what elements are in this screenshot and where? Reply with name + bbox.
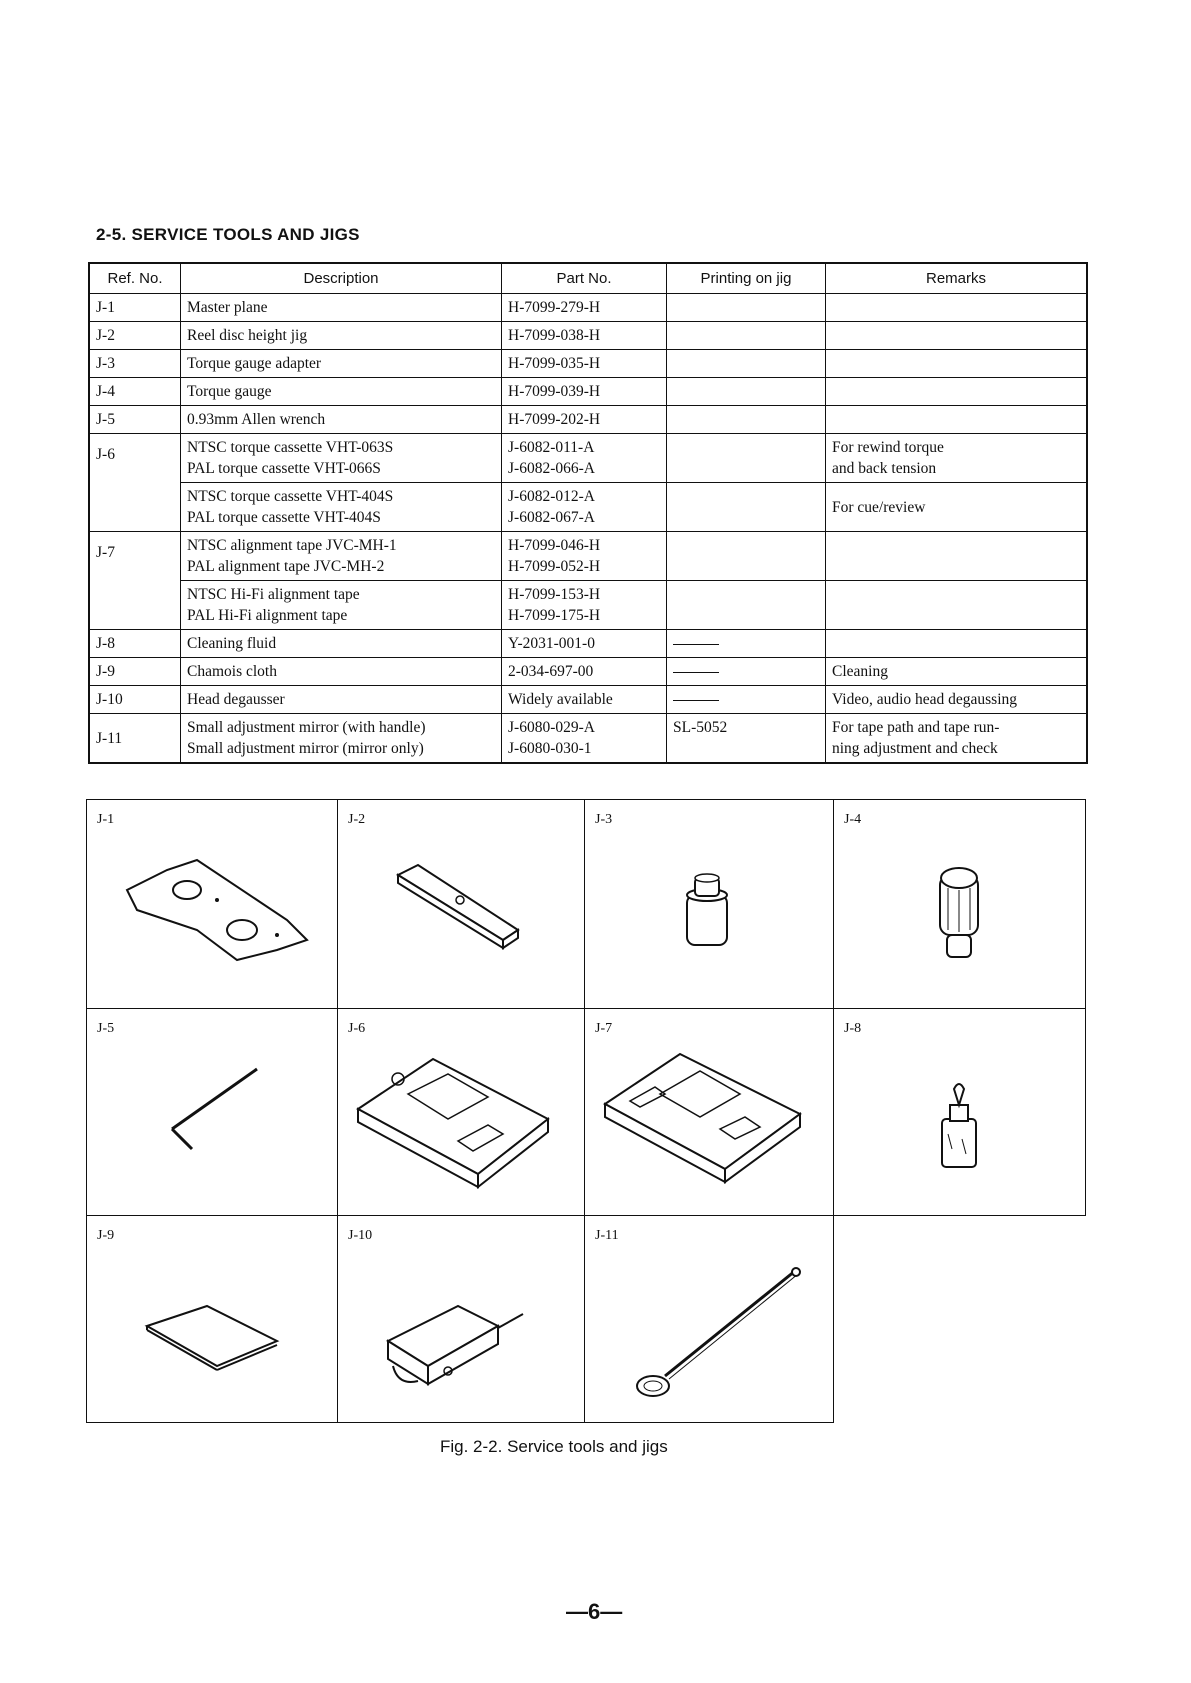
remarks-cell (826, 630, 1088, 658)
part-no-cell: H-7099-202-H (502, 406, 667, 434)
description-cell (181, 532, 502, 581)
master-plane-drawing (87, 800, 337, 1008)
figure-cell-j9 (86, 1215, 338, 1423)
ref-cell: J-5 (89, 406, 181, 434)
printing-cell: SL-5052 (667, 714, 826, 764)
description-cell: 0.93mm Allen wrench (181, 406, 502, 434)
figure-label: J-6 (348, 1021, 366, 1036)
description-cell: Chamois cloth (181, 658, 502, 686)
table-row (89, 434, 1087, 483)
part-no-line: H-7099-153-H (508, 586, 601, 603)
figure-label: J-1 (97, 812, 115, 827)
remarks-cell (826, 532, 1088, 581)
remarks-line: For rewind torque (832, 439, 944, 456)
part-no-cell: H-7099-039-H (502, 378, 667, 406)
section-heading: 2-5. SERVICE TOOLS AND JIGS (96, 225, 360, 244)
figure-cell-j8 (833, 1008, 1086, 1216)
description-cell: Master plane (181, 294, 502, 322)
figure-cell-j1 (86, 799, 338, 1009)
remarks-cell (826, 714, 1088, 764)
figure-cell-j4 (833, 799, 1086, 1009)
part-no-cell (502, 581, 667, 630)
description-cell: Head degausser (181, 686, 502, 714)
torque-cassette-drawing (338, 1009, 584, 1215)
dash-mark (673, 672, 719, 673)
figure-cell-j7 (584, 1008, 834, 1216)
figure-label: J-5 (97, 1021, 115, 1036)
header-remarks: Remarks (826, 263, 1088, 294)
printing-cell (667, 434, 826, 483)
remarks-cell: For cue/review (826, 483, 1088, 532)
description-cell: Cleaning fluid (181, 630, 502, 658)
part-no-line: J-6080-030-1 (508, 740, 592, 757)
description-line: NTSC torque cassette VHT-404S (187, 488, 394, 505)
part-no-cell: H-7099-035-H (502, 350, 667, 378)
remarks-cell (826, 350, 1088, 378)
table-row (89, 322, 1087, 350)
description-line: NTSC Hi-Fi alignment tape (187, 586, 360, 603)
remarks-cell: Video, audio head degaussing (826, 686, 1088, 714)
service-tools-table (88, 262, 1088, 764)
table-row (89, 483, 1087, 532)
description-line: Small adjustment mirror (mirror only) (187, 740, 424, 757)
page-number: —6— (566, 1599, 623, 1624)
ref-cell: J-10 (89, 686, 181, 714)
remarks-cell: Cleaning (826, 658, 1088, 686)
header-printing-on-jig: Printing on jig (667, 263, 826, 294)
part-no-cell: H-7099-279-H (502, 294, 667, 322)
description-line: PAL Hi-Fi alignment tape (187, 607, 348, 624)
table-header-row (89, 263, 1087, 294)
header-ref-no: Ref. No. (89, 263, 181, 294)
printing-cell (667, 630, 826, 658)
allen-wrench-drawing (87, 1009, 337, 1215)
part-no-line: H-7099-052-H (508, 558, 601, 575)
description-cell (181, 434, 502, 483)
description-cell: Torque gauge (181, 378, 502, 406)
remarks-cell (826, 378, 1088, 406)
figure-label: J-4 (844, 812, 862, 827)
description-cell (181, 483, 502, 532)
ref-cell: J-6 (89, 434, 181, 532)
remarks-cell (826, 322, 1088, 350)
printing-cell (667, 483, 826, 532)
table-row (89, 406, 1087, 434)
reel-disc-height-jig-drawing (338, 800, 584, 1008)
figure-label: J-2 (348, 812, 366, 827)
printing-cell (667, 378, 826, 406)
figure-label: J-10 (348, 1228, 373, 1243)
printing-cell (667, 532, 826, 581)
description-cell (181, 714, 502, 764)
ref-cell: J-3 (89, 350, 181, 378)
header-description: Description (181, 263, 502, 294)
figure-cell-j11 (584, 1215, 834, 1423)
part-no-cell (502, 714, 667, 764)
description-line: PAL torque cassette VHT-404S (187, 509, 381, 526)
alignment-tape-drawing (585, 1009, 833, 1215)
figure-caption: Fig. 2-2. Service tools and jigs (440, 1437, 668, 1456)
remarks-line: For tape path and tape run- (832, 719, 1000, 736)
part-no-cell (502, 532, 667, 581)
description-cell (181, 581, 502, 630)
torque-gauge-adapter-drawing (585, 800, 833, 1008)
dash-mark (673, 700, 719, 701)
part-no-cell: Widely available (502, 686, 667, 714)
part-no-cell: Y-2031-001-0 (502, 630, 667, 658)
part-no-line: H-7099-046-H (508, 537, 601, 554)
part-no-line: J-6082-011-A (508, 439, 595, 456)
remarks-line: and back tension (832, 460, 937, 477)
part-no-cell (502, 483, 667, 532)
description-cell: Torque gauge adapter (181, 350, 502, 378)
ref-cell: J-9 (89, 658, 181, 686)
ref-cell: J-2 (89, 322, 181, 350)
part-no-cell (502, 434, 667, 483)
table-row (89, 378, 1087, 406)
figure-label: J-3 (595, 812, 613, 827)
ref-cell: J-1 (89, 294, 181, 322)
head-degausser-drawing (338, 1216, 584, 1422)
part-no-line: J-6082-012-A (508, 488, 595, 505)
remarks-cell (826, 581, 1088, 630)
ref-cell: J-7 (89, 532, 181, 630)
figure-cell-j2 (337, 799, 585, 1009)
description-line: NTSC alignment tape JVC-MH-1 (187, 537, 397, 554)
figure-cell-j5 (86, 1008, 338, 1216)
remarks-line: ning adjustment and check (832, 740, 998, 757)
description-line: Small adjustment mirror (with handle) (187, 719, 426, 736)
cleaning-fluid-drawing (834, 1009, 1085, 1215)
remarks-cell (826, 434, 1088, 483)
adjustment-mirror-drawing (585, 1216, 833, 1422)
printing-cell (667, 322, 826, 350)
tools-illustration-grid (86, 799, 1086, 1423)
table-row (89, 350, 1087, 378)
table-row (89, 581, 1087, 630)
torque-gauge-drawing (834, 800, 1085, 1008)
figure-cell-j6 (337, 1008, 585, 1216)
description-cell: Reel disc height jig (181, 322, 502, 350)
table-row (89, 714, 1087, 764)
description-line: PAL alignment tape JVC-MH-2 (187, 558, 385, 575)
figure-label: J-8 (844, 1021, 862, 1036)
figure-cell-j10 (337, 1215, 585, 1423)
printing-cell (667, 658, 826, 686)
printing-cell (667, 294, 826, 322)
description-line: PAL torque cassette VHT-066S (187, 460, 381, 477)
chamois-cloth-drawing (87, 1216, 337, 1422)
table-row (89, 630, 1087, 658)
part-no-line: J-6082-066-A (508, 460, 595, 477)
figure-label: J-11 (595, 1228, 619, 1243)
header-part-no: Part No. (502, 263, 667, 294)
printing-cell (667, 406, 826, 434)
ref-cell: J-11 (89, 714, 181, 764)
table-row (89, 294, 1087, 322)
part-no-line: H-7099-175-H (508, 607, 601, 624)
table-row (89, 658, 1087, 686)
table-row (89, 686, 1087, 714)
dash-mark (673, 644, 719, 645)
figure-label: J-9 (97, 1228, 115, 1243)
figure-cell-j3 (584, 799, 834, 1009)
remarks-cell (826, 294, 1088, 322)
part-no-line: J-6080-029-A (508, 719, 595, 736)
table-row (89, 532, 1087, 581)
ref-cell: J-4 (89, 378, 181, 406)
printing-cell (667, 350, 826, 378)
figure-label: J-7 (595, 1021, 613, 1036)
printing-cell (667, 581, 826, 630)
ref-cell: J-8 (89, 630, 181, 658)
printing-cell (667, 686, 826, 714)
part-no-cell: 2-034-697-00 (502, 658, 667, 686)
part-no-line: J-6082-067-A (508, 509, 595, 526)
remarks-cell (826, 406, 1088, 434)
part-no-cell: H-7099-038-H (502, 322, 667, 350)
description-line: NTSC torque cassette VHT-063S (187, 439, 394, 456)
